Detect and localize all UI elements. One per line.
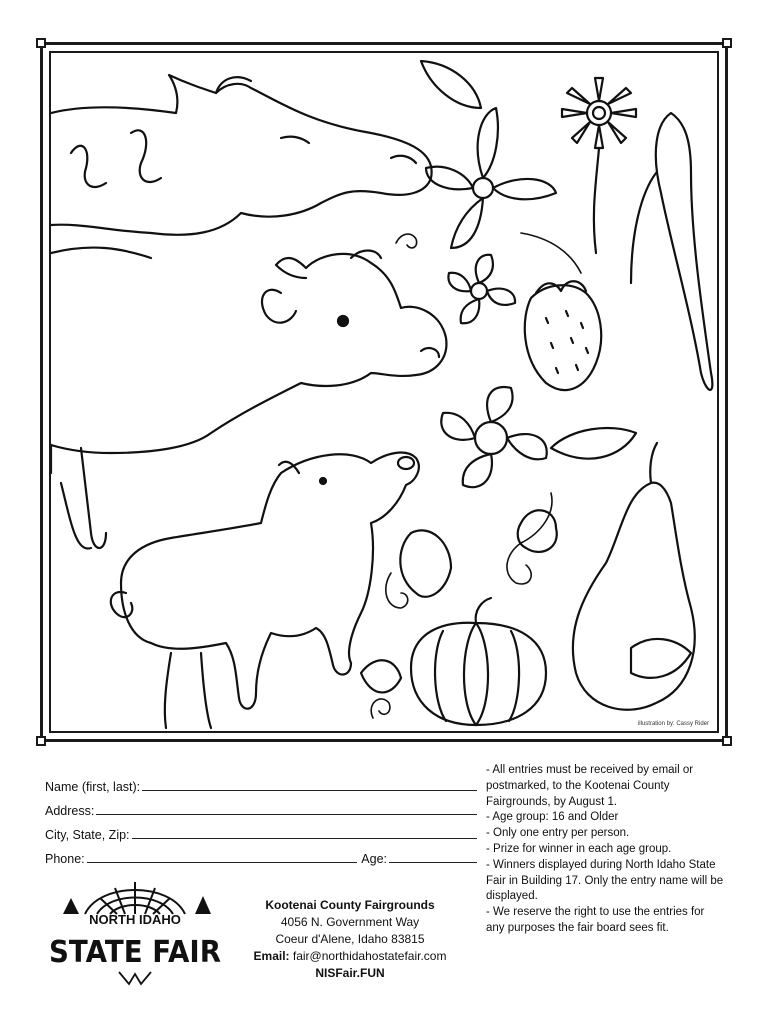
street-address: 4056 N. Government Way — [280, 915, 420, 929]
rule-item: - We reserve the right to use the entries for any purposes the fair board sees fit. — [486, 906, 705, 934]
entry-form — [45, 770, 477, 866]
rule-item: - Age group: 16 and Older — [486, 811, 619, 824]
name-field[interactable] — [142, 778, 477, 791]
phone-field[interactable] — [87, 850, 358, 863]
peapod-drawing — [631, 113, 712, 390]
contest-rules — [486, 763, 726, 937]
flower-drawings — [426, 108, 557, 552]
vine-drawings — [371, 233, 581, 718]
age-label: Age: — [361, 852, 387, 866]
horse-drawing — [51, 75, 432, 258]
city-state-zip-field[interactable] — [132, 826, 477, 839]
address-label: Address: — [45, 804, 95, 818]
state-fair-logo — [45, 874, 225, 994]
pig-drawing — [111, 453, 419, 728]
logo-top-text: NORTH IDAHO — [89, 912, 181, 927]
cow-drawing — [51, 251, 446, 549]
city-state-zip-label: City, State, Zip: — [45, 828, 130, 842]
state-fair-logo-graphic — [45, 874, 225, 994]
leaf-drawings — [361, 61, 691, 692]
org-name: Kootenai County Fairgrounds — [265, 898, 435, 912]
address-row — [45, 794, 477, 818]
age-field[interactable] — [389, 850, 477, 863]
coloring-illustration — [49, 51, 719, 733]
frame-corner — [722, 38, 732, 48]
frame-corner — [36, 38, 46, 48]
city-row — [45, 818, 477, 842]
website-link[interactable]: NISFair.FUN — [315, 966, 385, 980]
illustration-credit: illustration by: Cassy Rider — [637, 721, 709, 727]
frame-corner — [722, 736, 732, 746]
email-line — [240, 948, 460, 965]
frame-corner — [36, 736, 46, 746]
rule-item: - Only one entry per person. — [486, 827, 630, 840]
phone-label: Phone: — [45, 852, 85, 866]
address-field[interactable] — [96, 802, 477, 815]
contact-info — [240, 897, 460, 982]
city-address: Coeur d'Alene, Idaho 83815 — [275, 932, 425, 946]
rule-item: - Prize for winner in each age group. — [486, 842, 672, 855]
pumpkin-drawing — [411, 598, 546, 725]
logo-main-text: STATE FAIR — [49, 935, 221, 970]
name-row — [45, 770, 477, 794]
rule-item: - All entries must be received by email or postmarked, to the Kootenai County Fairgrounds, by August 1. — [486, 764, 694, 808]
phone-row — [45, 842, 477, 866]
farm-animals-illustration — [51, 53, 717, 731]
rule-item: - Winners displayed during North Idaho State Fair in Building 17. Only the entry name will be displayed. — [486, 858, 724, 903]
email-link[interactable]: fair@northidahostatefair.com — [292, 949, 447, 963]
email-label: Email: — [253, 949, 290, 963]
strawberry-drawing — [525, 281, 601, 390]
name-label: Name (first, last): — [45, 780, 141, 794]
sunflower-drawing — [562, 78, 636, 253]
